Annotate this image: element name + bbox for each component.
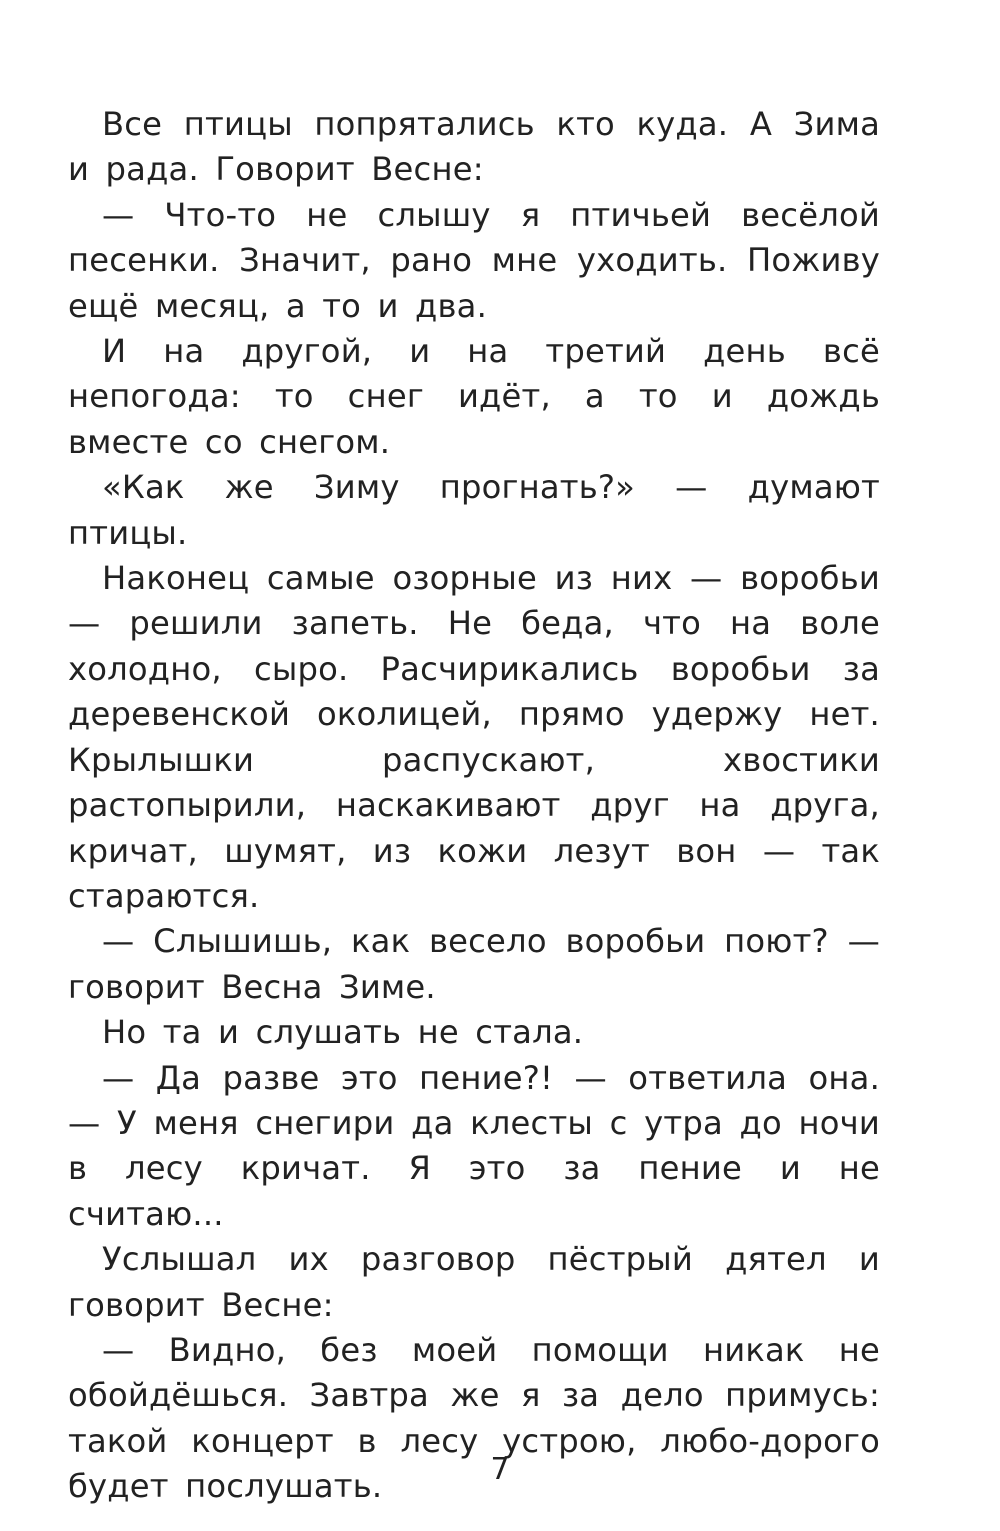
paragraph: — Видно, без моей помощи никак не обойдёшься. Завтра же я за дело примусь: такой концерт в лесу устрою, любо-дорого будет послушать. xyxy=(68,1330,880,1506)
page-body xyxy=(68,102,880,1510)
paragraph: И на другой, и на третий день всё непогода: то снег идёт, а то и дождь вместе со снегом. xyxy=(68,332,880,461)
paragraph: «Как же Зиму прогнать?» — думают птицы. xyxy=(68,468,880,552)
paragraph: Но та и слушать не стала. xyxy=(102,1013,584,1052)
paragraph: — Слышишь, как весело воробьи поют? — говорит Весна Зиме. xyxy=(68,922,880,1006)
paragraph: — Что-то не слышу я птичьей весёлой песенки. Значит, рано мне уходить. Поживу ещё месяц, а то и два. xyxy=(68,195,880,325)
paragraph: Услышал их разговор пёстрый дятел и говорит Весне: xyxy=(68,1240,880,1324)
paragraph: — Да разве это пение?! — ответила она. — У меня снегири да клесты с утра до ночи в лесу кричат. Я это за пение и не считаю... xyxy=(68,1058,880,1233)
paragraph: Все птицы попрятались кто куда. А Зима и рада. Говорит Весне: xyxy=(68,105,880,189)
page-number: 7 xyxy=(490,1452,510,1487)
paragraph: Наконец самые озорные из них — воробьи — решили запеть. Не беда, что на воле холодно, сыро. Расчирикались воробьи за деревенской околицей, прямо удержу нет. Крылышки распускают, хвостики растопырили, наскакивают друг на друга, кричат, шумят, из кожи лезут вон — так стараются. xyxy=(68,559,880,915)
